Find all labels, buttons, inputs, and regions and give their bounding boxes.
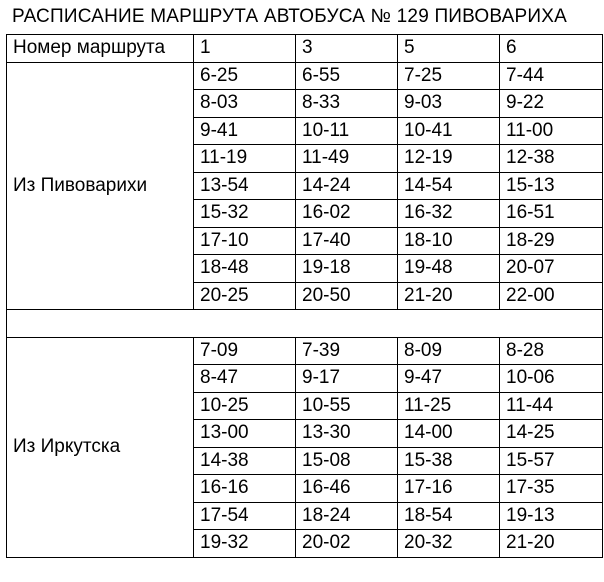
departure-time: 18-29 (500, 227, 603, 255)
departure-time: 7-39 (296, 337, 398, 365)
schedule-table (6, 34, 603, 558)
departure-time: 20-50 (296, 282, 398, 310)
departure-time: 9-47 (398, 365, 500, 393)
header-row (7, 35, 603, 63)
departure-time: 8-03 (194, 90, 296, 118)
departure-time: 9-41 (194, 117, 296, 145)
table-row (7, 337, 603, 365)
departure-time: 14-38 (194, 447, 296, 475)
departure-time: 7-09 (194, 337, 296, 365)
departure-time: 11-19 (194, 145, 296, 173)
table-row (7, 62, 603, 90)
departure-time: 21-20 (398, 282, 500, 310)
departure-time: 14-00 (398, 420, 500, 448)
departure-time: 6-55 (296, 62, 398, 90)
departure-time: 10-06 (500, 365, 603, 393)
departure-time: 20-02 (296, 530, 398, 558)
departure-time: 16-51 (500, 200, 603, 228)
departure-time: 10-41 (398, 117, 500, 145)
route-number-1: 1 (194, 35, 296, 63)
departure-time: 16-46 (296, 475, 398, 503)
departure-time: 17-40 (296, 227, 398, 255)
departure-time: 19-13 (500, 502, 603, 530)
departure-time: 22-00 (500, 282, 603, 310)
departure-time: 11-00 (500, 117, 603, 145)
departure-time: 21-20 (500, 530, 603, 558)
departure-time: 19-18 (296, 255, 398, 283)
departure-time: 7-25 (398, 62, 500, 90)
route-number-6: 6 (500, 35, 603, 63)
departure-time: 18-48 (194, 255, 296, 283)
departure-time: 17-35 (500, 475, 603, 503)
departure-time: 16-32 (398, 200, 500, 228)
departure-time: 9-03 (398, 90, 500, 118)
route-number-5: 5 (398, 35, 500, 63)
departure-time: 16-16 (194, 475, 296, 503)
departure-time: 11-49 (296, 145, 398, 173)
departure-time: 19-32 (194, 530, 296, 558)
departure-time: 12-19 (398, 145, 500, 173)
departure-time: 8-33 (296, 90, 398, 118)
departure-time: 7-44 (500, 62, 603, 90)
separator-cell (7, 310, 603, 338)
route-number-label: Номер маршрута (7, 35, 194, 63)
departure-time: 15-08 (296, 447, 398, 475)
departure-time: 20-32 (398, 530, 500, 558)
departure-time: 10-25 (194, 392, 296, 420)
departure-time: 14-24 (296, 172, 398, 200)
departure-time: 20-07 (500, 255, 603, 283)
departure-time: 10-11 (296, 117, 398, 145)
departure-time: 6-25 (194, 62, 296, 90)
departure-time: 17-10 (194, 227, 296, 255)
departure-time: 9-22 (500, 90, 603, 118)
route-number-3: 3 (296, 35, 398, 63)
departure-time: 8-47 (194, 365, 296, 393)
departure-time: 11-25 (398, 392, 500, 420)
departure-time: 13-54 (194, 172, 296, 200)
departure-time: 18-54 (398, 502, 500, 530)
departure-time: 11-44 (500, 392, 603, 420)
departure-time: 14-25 (500, 420, 603, 448)
departure-time: 17-54 (194, 502, 296, 530)
departure-time: 16-02 (296, 200, 398, 228)
departure-time: 13-30 (296, 420, 398, 448)
departure-time: 8-09 (398, 337, 500, 365)
direction-label: Из Пивоварихи (7, 62, 194, 310)
section-separator-row (7, 310, 603, 338)
departure-time: 9-17 (296, 365, 398, 393)
direction-label: Из Иркутска (7, 337, 194, 557)
departure-time: 15-57 (500, 447, 603, 475)
departure-time: 10-55 (296, 392, 398, 420)
departure-time: 15-32 (194, 200, 296, 228)
departure-time: 20-25 (194, 282, 296, 310)
departure-time: 12-38 (500, 145, 603, 173)
departure-time: 15-13 (500, 172, 603, 200)
departure-time: 8-28 (500, 337, 603, 365)
departure-time: 17-16 (398, 475, 500, 503)
departure-time: 18-24 (296, 502, 398, 530)
departure-time: 19-48 (398, 255, 500, 283)
departure-time: 15-38 (398, 447, 500, 475)
schedule-title: РАСПИСАНИЕ МАРШРУТА АВТОБУСА № 129 ПИВОВАРИХА (12, 6, 567, 27)
departure-time: 13-00 (194, 420, 296, 448)
departure-time: 18-10 (398, 227, 500, 255)
departure-time: 14-54 (398, 172, 500, 200)
